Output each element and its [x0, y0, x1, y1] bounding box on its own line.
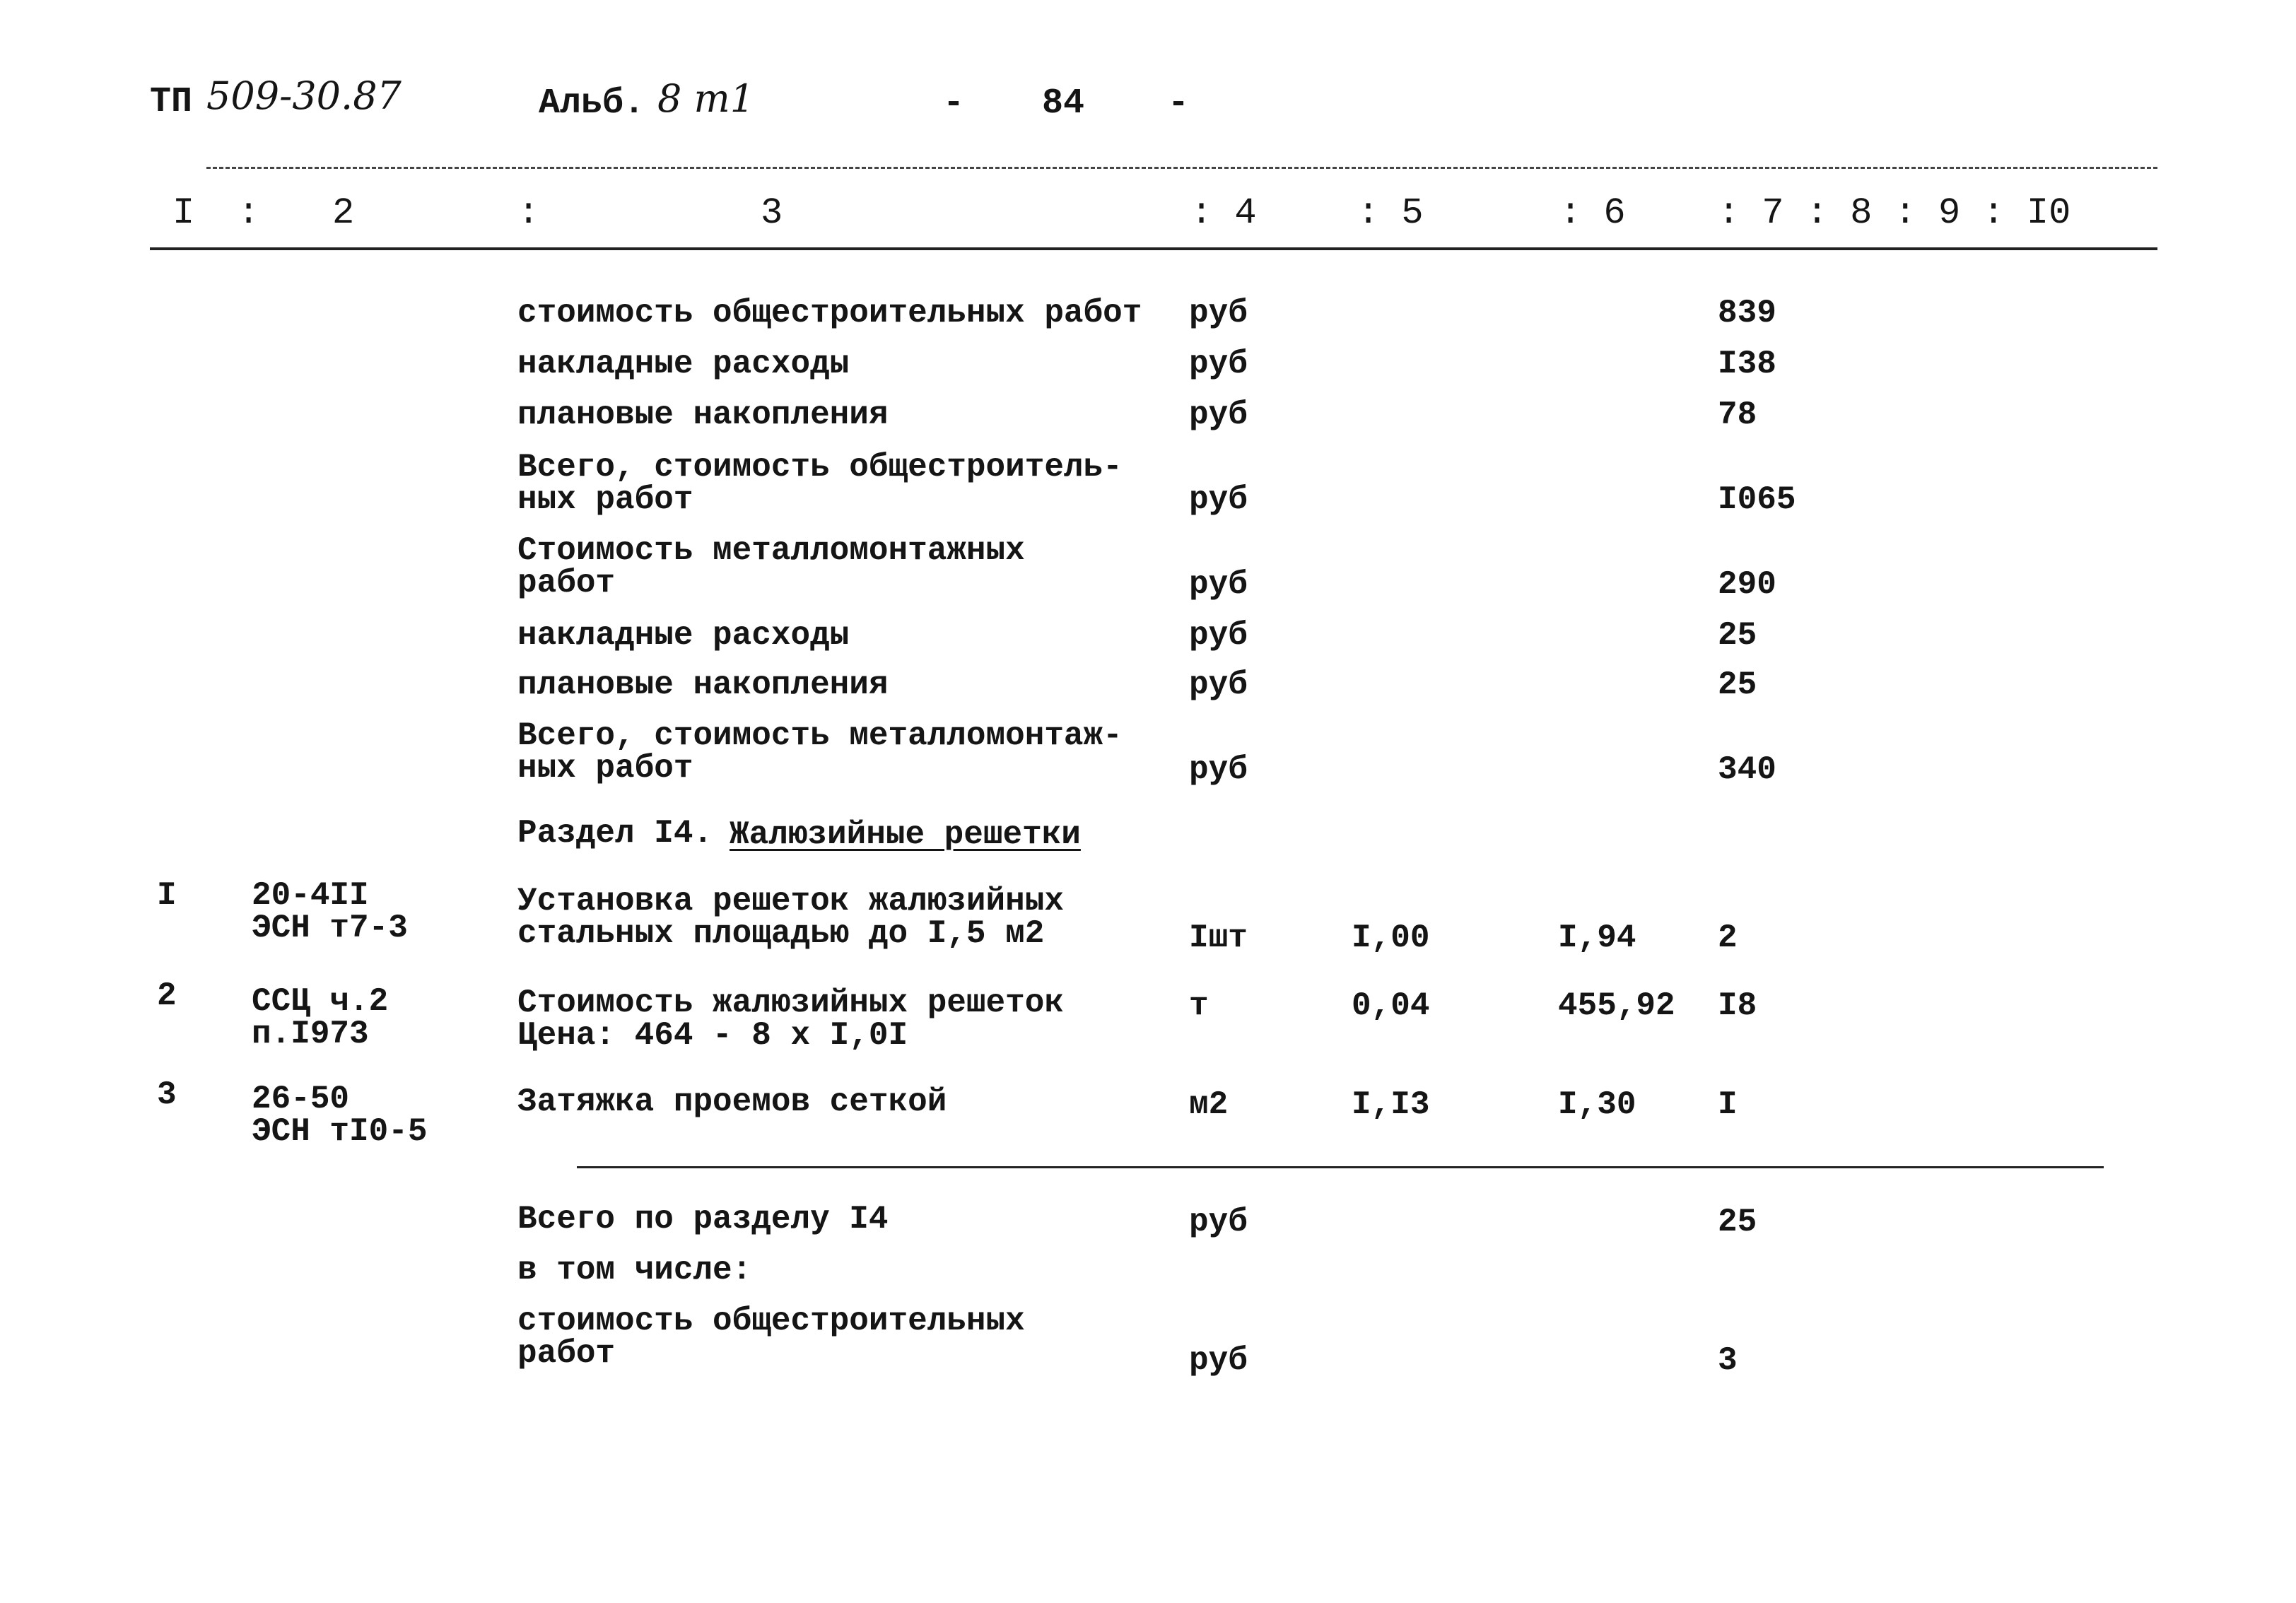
row-value: 25 [1718, 667, 1757, 703]
item-code-line2: ЭСН тI0-5 [252, 1113, 428, 1150]
item-desc-line1: Установка решеток жалюзийных [517, 883, 1064, 920]
general-construction-value: 3 [1718, 1342, 1738, 1379]
section-title: Жалюзийные решетки [730, 816, 1081, 853]
row-desc: стоимость общестроительных работ [517, 295, 1142, 331]
item-price: I,94 [1558, 920, 1636, 956]
item-desc-line1: Затяжка проемов сеткой [517, 1084, 947, 1120]
item-price: I,30 [1558, 1086, 1636, 1123]
section-label: Раздел I4. [517, 815, 713, 852]
item-qty: I,00 [1352, 920, 1430, 956]
row-value: 340 [1718, 751, 1776, 788]
col-7-10-header: : 7 : 8 : 9 : I0 [1718, 192, 2071, 234]
item-code-line1: 26-50 [252, 1081, 350, 1117]
row-unit: руб [1189, 295, 1248, 331]
row-unit: руб [1189, 397, 1248, 433]
tp-number: 509-30.87 [206, 74, 402, 118]
general-construction-desc-line2: работ [517, 1335, 616, 1372]
item-code-line2: ЭСН т7-3 [252, 910, 408, 946]
dash-right: - [1168, 83, 1190, 124]
col-sep-2: : [517, 192, 540, 234]
row-desc-line1: Стоимость металломонтажных [517, 532, 1025, 569]
row-value: 78 [1718, 397, 1757, 433]
album-number: 8 т1 [657, 76, 755, 121]
item-unit: т [1189, 987, 1209, 1024]
row-unit: руб [1189, 481, 1248, 518]
item-desc-line2: Цена: 464 - 8 х I,0I [517, 1017, 908, 1054]
col-6-header: : 6 [1559, 192, 1626, 234]
item-unit: Iшт [1189, 920, 1248, 956]
col-sep-1: : [238, 192, 260, 234]
row-desc-line2: работ [517, 565, 616, 601]
row-desc-line2: ных работ [517, 481, 693, 518]
row-unit: руб [1189, 566, 1248, 603]
col-5-header: : 5 [1357, 192, 1424, 234]
total-value: 25 [1718, 1204, 1757, 1240]
item-price: 455,92 [1558, 987, 1675, 1024]
row-desc: накладные расходы [517, 617, 850, 654]
col-3-header: 3 [761, 192, 783, 234]
item-desc-line2: стальных площадью до I,5 м2 [517, 915, 1045, 952]
total-desc: Всего по разделу I4 [517, 1201, 889, 1238]
item-total: I [1718, 1086, 1738, 1123]
col-4-header: : 4 [1190, 192, 1257, 234]
row-desc: плановые накопления [517, 397, 889, 433]
row-value: I38 [1718, 346, 1776, 382]
header-top-rule [206, 167, 2157, 169]
item-number: 3 [157, 1076, 177, 1113]
item-number: I [157, 877, 177, 914]
row-value: I065 [1718, 481, 1796, 518]
general-construction-desc-line1: стоимость общестроительных [517, 1303, 1025, 1339]
item-code-line2: п.I973 [252, 1016, 369, 1052]
row-desc-line2: ных работ [517, 750, 693, 787]
item-number: 2 [157, 977, 177, 1014]
row-unit: руб [1189, 667, 1248, 703]
item-total: 2 [1718, 920, 1738, 956]
row-value: 290 [1718, 566, 1776, 603]
item-code-line1: 20-4II [252, 877, 369, 914]
item-total: I8 [1718, 987, 1757, 1024]
row-desc-line1: Всего, стоимость металломонтаж- [517, 717, 1123, 754]
row-unit: руб [1189, 617, 1248, 654]
album-label: Альб. [539, 83, 645, 124]
col-1-header: I [172, 192, 195, 234]
row-unit: руб [1189, 751, 1248, 788]
including-label: в том числе: [517, 1252, 752, 1288]
general-construction-unit: руб [1189, 1342, 1248, 1379]
item-qty: 0,04 [1352, 987, 1430, 1024]
row-value: 839 [1718, 295, 1776, 331]
row-desc: накладные расходы [517, 346, 850, 382]
item-code-line1: ССЦ ч.2 [252, 983, 389, 1020]
header-bottom-rule [150, 247, 2157, 250]
row-desc-line1: Всего, стоимость общестроитель- [517, 449, 1123, 486]
dash-left: - [943, 83, 965, 124]
row-unit: руб [1189, 346, 1248, 382]
row-desc: плановые накопления [517, 667, 889, 703]
page-number: 84 [1042, 83, 1085, 124]
item-unit: м2 [1189, 1086, 1229, 1123]
row-value: 25 [1718, 617, 1757, 654]
total-unit: руб [1189, 1204, 1248, 1240]
tp-prefix: ТП [150, 82, 193, 122]
col-2-header: 2 [332, 192, 355, 234]
item-qty: I,I3 [1352, 1086, 1430, 1123]
totals-separator [577, 1166, 2104, 1168]
item-desc-line1: Стоимость жалюзийных решеток [517, 985, 1064, 1021]
